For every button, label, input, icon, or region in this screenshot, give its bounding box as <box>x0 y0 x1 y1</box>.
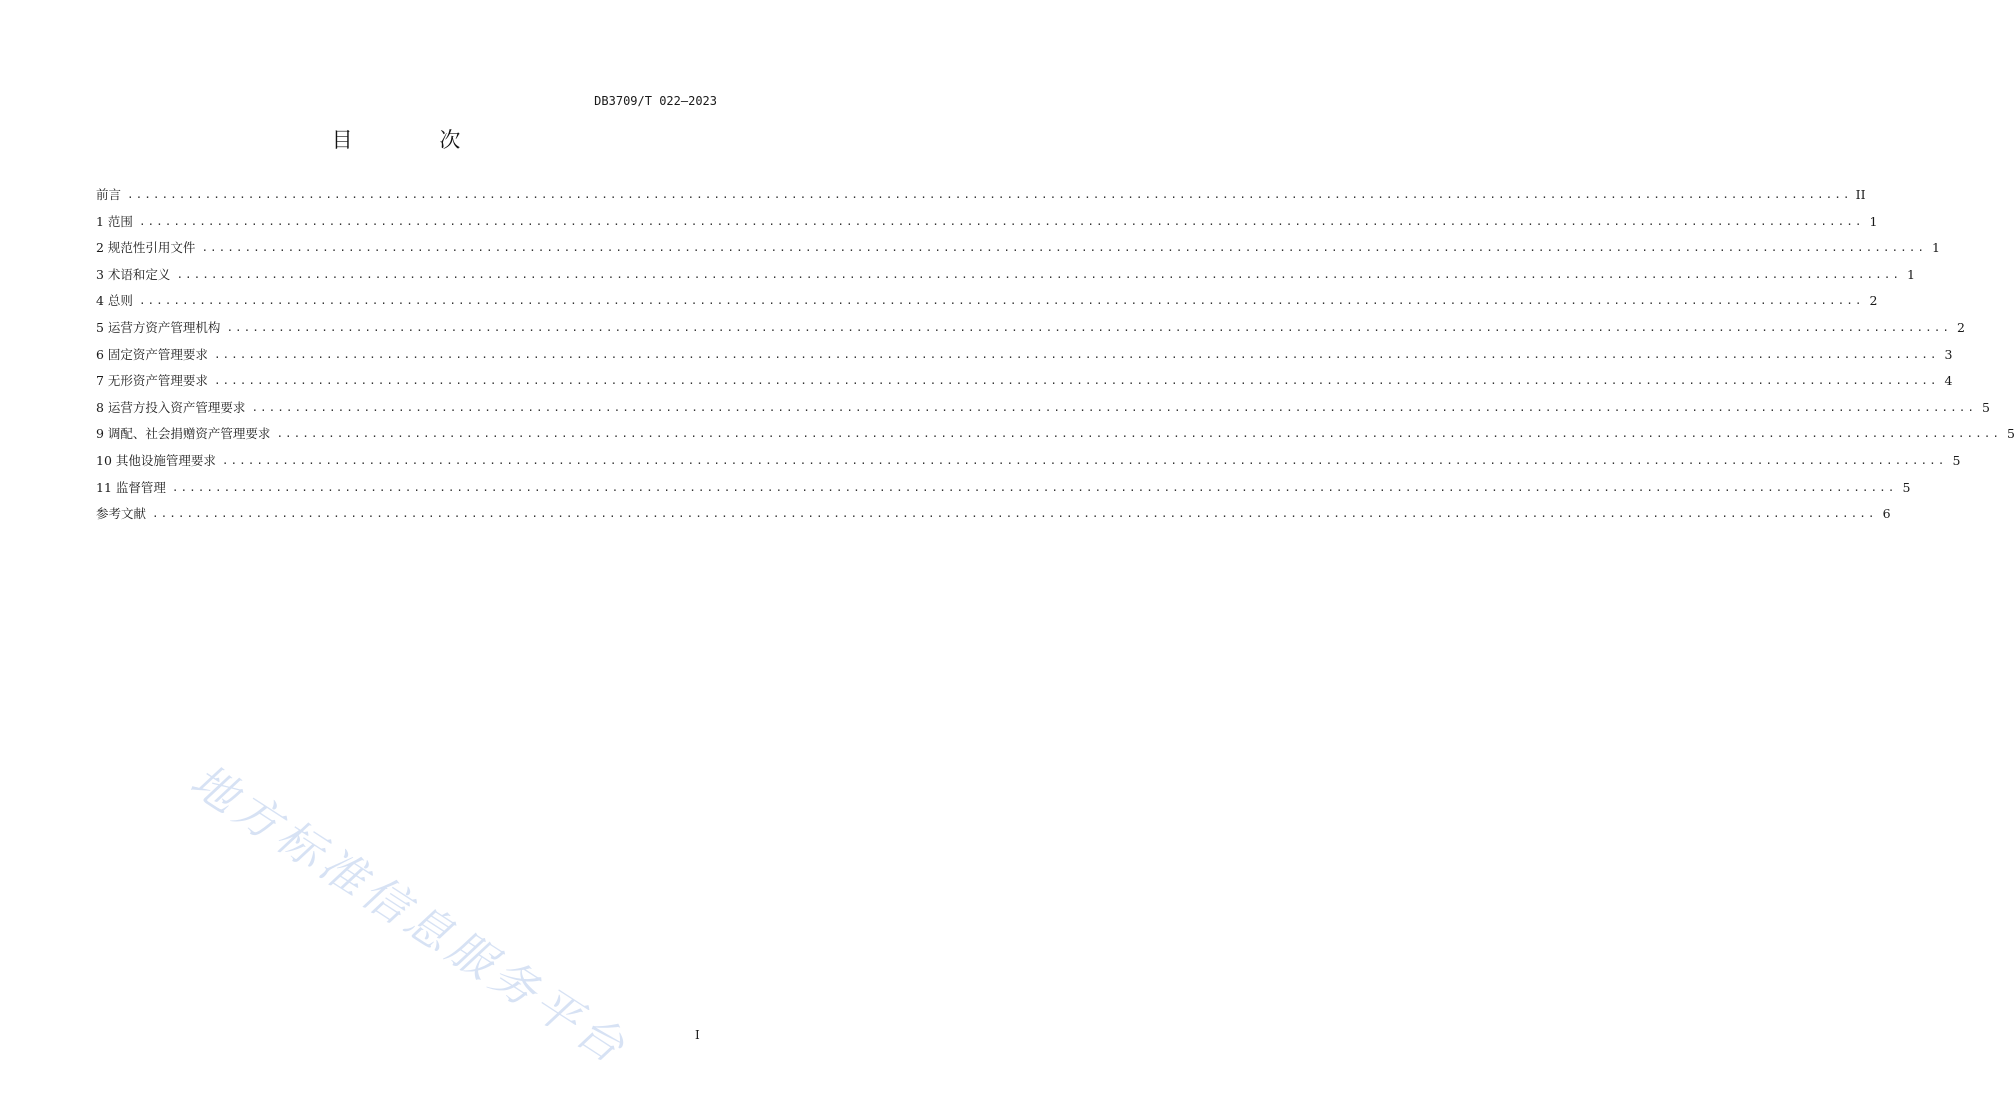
toc-entry[interactable] <box>96 501 1891 528</box>
toc-entry-page: 5 <box>1902 479 1911 495</box>
dot-leader: ........................................................................................................................................................................................................ <box>171 480 1897 494</box>
toc-entry-label: 1 范围 <box>96 213 133 229</box>
table-of-contents <box>96 182 2015 528</box>
toc-entry[interactable] <box>96 475 1911 502</box>
dot-leader: ........................................................................................................................................................................................................ <box>138 294 1864 308</box>
dot-leader: ........................................................................................................................................................................................................ <box>221 453 1947 467</box>
toc-entry-page: 5 <box>2007 426 2015 442</box>
toc-entry-label: 11 监督管理 <box>96 479 166 495</box>
toc-entry-page: 3 <box>1944 346 1953 362</box>
toc-entry[interactable] <box>96 209 1878 236</box>
document-code: DB3709/T 022—2023 <box>594 94 717 108</box>
dot-leader: ........................................................................................................................................................................................................ <box>226 320 1951 334</box>
toc-entry-label: 6 固定资产管理要求 <box>96 346 208 362</box>
toc-entry-page: 1 <box>1907 266 1915 282</box>
toc-title: 目 次 <box>331 128 501 152</box>
toc-entry-label: 4 总则 <box>96 293 133 309</box>
watermark: 地方标准信息服务平台 <box>181 753 638 1076</box>
dot-leader: ........................................................................................................................................................................................................ <box>213 374 1939 388</box>
toc-entry-page: 1 <box>1932 240 1940 256</box>
toc-entry-label: 前言 <box>96 187 122 202</box>
page-number: I <box>695 1028 700 1042</box>
dot-leader: ........................................................................................................................................................................................................ <box>276 427 2001 441</box>
toc-entry-page: II <box>1855 187 1866 202</box>
toc-entry[interactable] <box>96 182 1866 209</box>
dot-leader: ........................................................................................................................................................................................................ <box>127 188 1852 201</box>
dot-leader: ........................................................................................................................................................................................................ <box>213 347 1939 361</box>
toc-entry-page: 4 <box>1944 373 1953 389</box>
toc-entry[interactable] <box>96 448 1961 475</box>
toc-entry-page: 5 <box>1982 399 1990 415</box>
dot-leader: ........................................................................................................................................................................................................ <box>201 241 1926 255</box>
dot-leader: ........................................................................................................................................................................................................ <box>138 214 1864 228</box>
toc-entry[interactable] <box>96 235 1940 262</box>
toc-entry-label: 10 其他设施管理要求 <box>96 452 216 468</box>
toc-entry[interactable] <box>96 262 1915 289</box>
toc-entry-page: 6 <box>1882 506 1891 522</box>
toc-entry[interactable] <box>96 288 1878 315</box>
toc-entry-page: 2 <box>1869 293 1878 309</box>
toc-entry-page: 2 <box>1957 319 1965 335</box>
toc-entry[interactable] <box>96 342 1953 369</box>
toc-entry-label: 3 术语和定义 <box>96 266 171 282</box>
dot-leader: ........................................................................................................................................................................................................ <box>176 267 1901 281</box>
dot-leader: ........................................................................................................................................................................................................ <box>152 507 1877 521</box>
dot-leader: ........................................................................................................................................................................................................ <box>251 400 1976 414</box>
toc-entry-label: 7 无形资产管理要求 <box>96 373 208 389</box>
toc-entry[interactable] <box>96 395 1990 422</box>
toc-entry-label: 2 规范性引用文件 <box>96 240 196 256</box>
toc-entry-label: 参考文献 <box>96 506 147 522</box>
toc-entry-page: 5 <box>1952 452 1961 468</box>
toc-entry[interactable] <box>96 421 2015 448</box>
toc-entry-page: 1 <box>1869 213 1878 229</box>
toc-entry-label: 9 调配、社会捐赠资产管理要求 <box>96 426 271 442</box>
toc-entry-label: 5 运营方资产管理机构 <box>96 319 221 335</box>
toc-entry-label: 8 运营方投入资产管理要求 <box>96 399 246 415</box>
toc-entry[interactable] <box>96 315 1965 342</box>
toc-entry[interactable] <box>96 368 1953 395</box>
